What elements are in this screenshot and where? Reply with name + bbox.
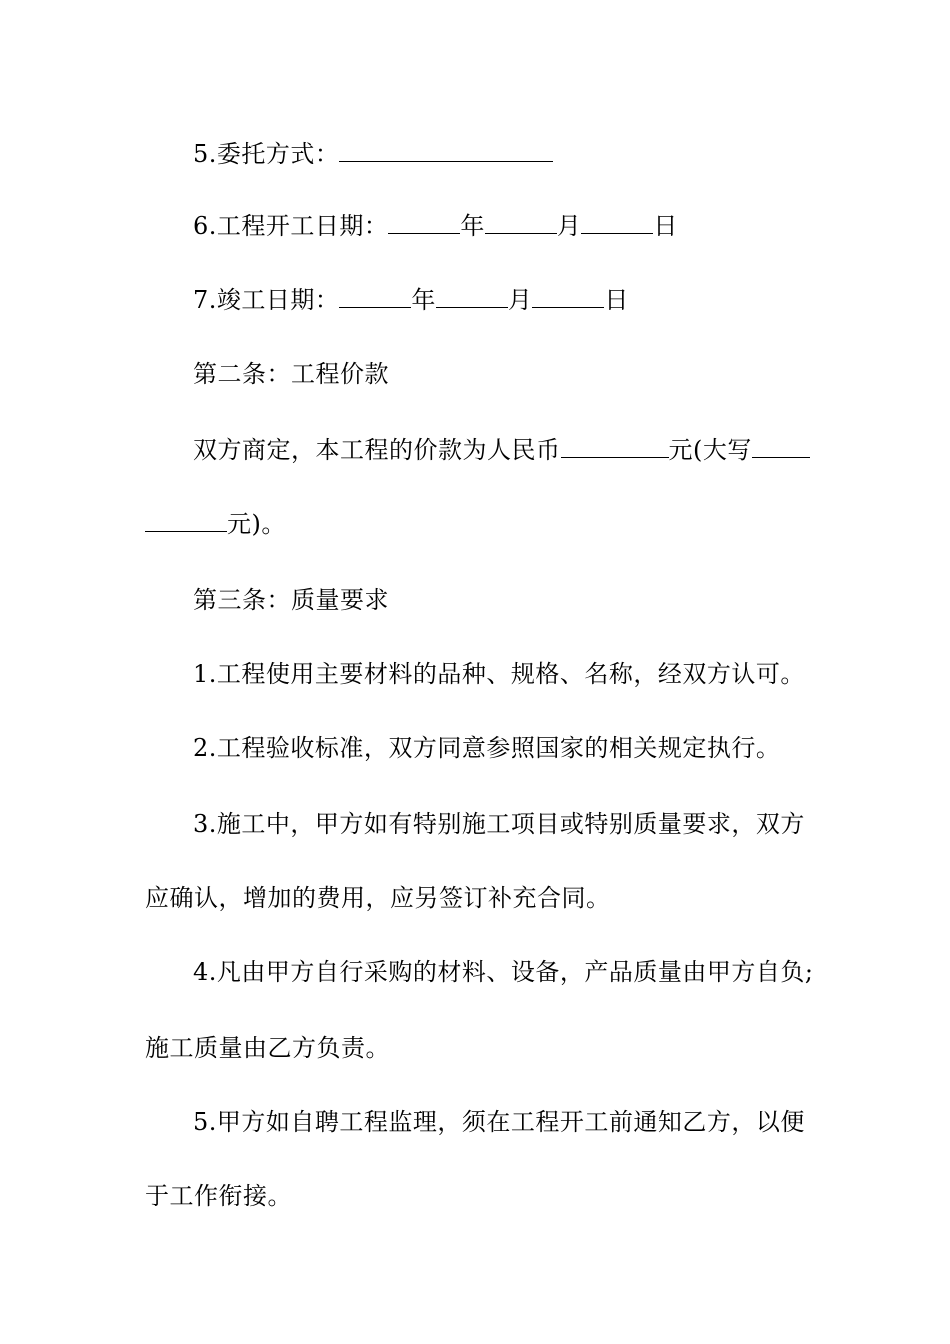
completion-date-label: 7.竣工日期：	[193, 286, 340, 314]
start-date-line	[193, 210, 815, 242]
completion-year-unit: 年	[411, 286, 436, 314]
quality-item-1: 1.工程使用主要材料的品种、规格、名称，经双方认可。	[193, 660, 805, 688]
article3-heading: 第三条：质量要求	[193, 586, 389, 614]
quality-item-5-line-1: 5.甲方如自聘工程监理，须在工程开工前通知乙方，以便	[193, 1108, 805, 1136]
quality-item-3-line-1: 3.施工中，甲方如有特别施工项目或特别质量要求，双方	[193, 810, 805, 838]
price-end: 元)。	[227, 510, 286, 538]
quality-item-4-line-2: 施工质量由乙方负责。	[145, 1034, 390, 1062]
price-unit: 元(大写	[668, 436, 752, 464]
delegation-method-blank[interactable]	[339, 139, 553, 162]
start-day-unit: 日	[653, 212, 678, 240]
completion-month-unit: 月	[507, 286, 533, 314]
delegation-method-label: 5.委托方式：	[193, 140, 340, 168]
completion-year-blank[interactable]	[339, 285, 411, 308]
delegation-method-line	[193, 138, 815, 170]
quality-item-3-line-2: 应确认，增加的费用，应另签订补充合同。	[145, 884, 611, 912]
price-line-1	[193, 434, 815, 466]
completion-month-blank[interactable]	[436, 285, 508, 308]
start-date-label: 6.工程开工日期：	[193, 212, 389, 240]
start-month-blank[interactable]	[485, 211, 557, 234]
article2-heading: 第二条：工程价款	[193, 360, 389, 388]
quality-item-5-line-2: 于工作衔接。	[145, 1182, 292, 1210]
completion-day-blank[interactable]	[532, 285, 604, 308]
price-words-blank-2[interactable]	[145, 509, 227, 532]
start-year-unit: 年	[460, 212, 485, 240]
price-prefix: 双方商定，本工程的价款为人民币	[193, 436, 561, 464]
price-line-2	[145, 508, 815, 540]
quality-item-2: 2.工程验收标准，双方同意参照国家的相关规定执行。	[193, 734, 781, 762]
price-words-blank-1[interactable]	[752, 435, 810, 458]
price-amount-blank[interactable]	[561, 435, 669, 458]
quality-item-4-line-1: 4.凡由甲方自行采购的材料、设备，产品质量由甲方自负;	[193, 958, 814, 986]
completion-day-unit: 日	[604, 286, 629, 314]
start-day-blank[interactable]	[581, 211, 653, 234]
start-year-blank[interactable]	[388, 211, 460, 234]
completion-date-line	[193, 284, 815, 316]
start-month-unit: 月	[556, 212, 582, 240]
